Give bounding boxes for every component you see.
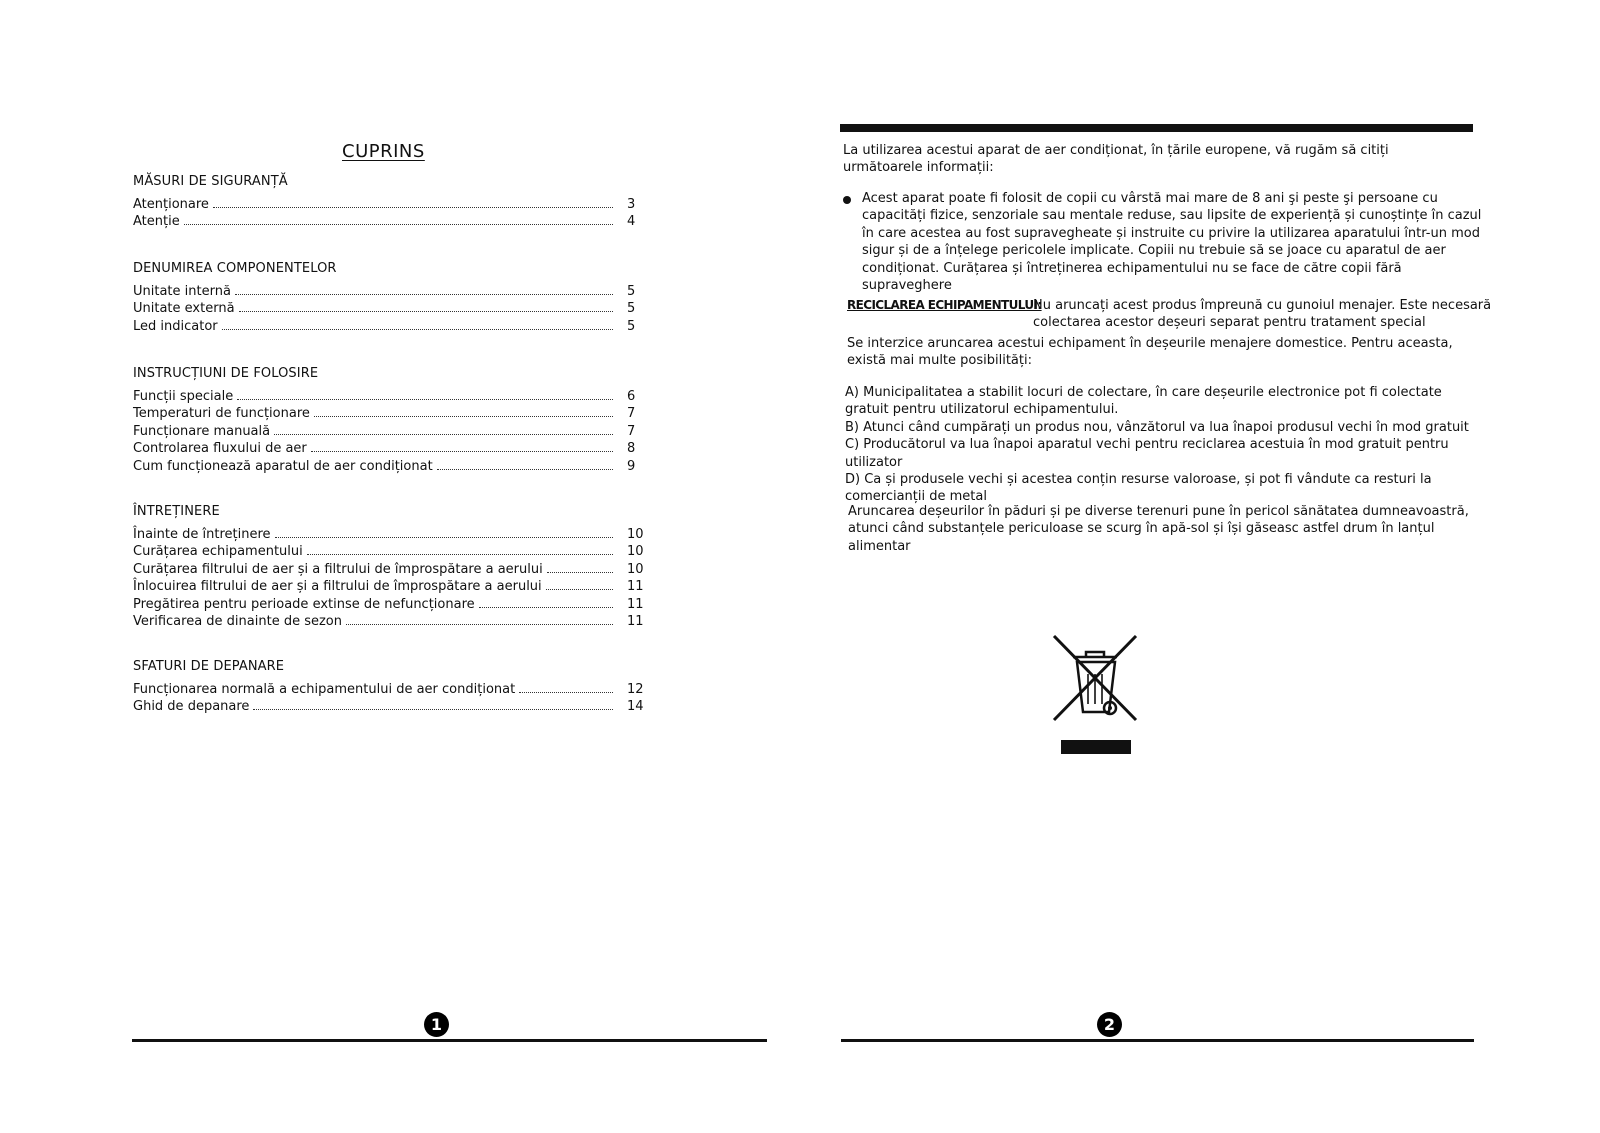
leader-dots: [546, 580, 613, 590]
toc-entry[interactable]: [133, 197, 653, 214]
page-number-badge: 2: [1097, 1012, 1122, 1037]
toc-entry[interactable]: [133, 544, 653, 561]
recycling-heading: RECICLAREA ECHIPAMENTULUI:: [847, 298, 1042, 312]
toc-entry-page: 6: [627, 389, 636, 404]
toc-entry-page: 10: [627, 544, 644, 560]
toc-entry-label: Temperaturi de funcționare: [133, 406, 310, 422]
toc-entry-label: Atenție: [133, 214, 180, 230]
toc-entry[interactable]: [133, 389, 653, 406]
leader-dots: [184, 215, 613, 225]
toc-entry-label: Unitate externă: [133, 301, 235, 317]
toc-entry-label: Pregătirea pentru perioade extinse de nefuncționare: [133, 596, 475, 612]
leader-dots: [275, 528, 613, 538]
toc-entry[interactable]: [133, 562, 653, 579]
toc-entry[interactable]: [133, 597, 653, 614]
toc-entry-label: Funcții speciale: [133, 389, 234, 404]
leader-dots: [346, 615, 613, 625]
toc-entry-label: Înainte de întreținere: [133, 527, 271, 542]
toc-entry-page: 8: [627, 441, 636, 457]
leader-dots: [311, 442, 613, 452]
toc-entry-label: Unitate internă: [133, 284, 231, 299]
leader-dots: [253, 700, 613, 710]
toc-entry-label: Ghid de depanare: [133, 699, 250, 715]
footer-rule: [841, 1039, 1474, 1042]
section-title: SFATURI DE DEPANARE: [133, 659, 285, 674]
toc-section-troubleshooting: [133, 659, 653, 717]
toc-entry-page: 3: [627, 197, 636, 212]
leader-dots: [314, 407, 613, 417]
toc-entry[interactable]: [133, 527, 653, 544]
disposal-options: [845, 384, 1485, 506]
toc-entry[interactable]: [133, 406, 653, 423]
toc-section-safety: [133, 174, 653, 232]
toc-entry[interactable]: [133, 579, 653, 596]
warning-paragraph: Aruncarea deșeurilor în păduri și pe diverse terenuri pune în pericol sănătatea dumneavoastră, atunci când substanțele periculoase se scurg în apă-sol și își găseasc astfel drum în lanțul alimentar: [848, 504, 1469, 554]
toc-entry-page: 10: [627, 527, 644, 542]
prohibition-paragraph: Se interzice aruncarea acestui echipament în deșeurile menajere domestice. Pentru aceasta, există mai multe posibilități:: [847, 336, 1453, 369]
toc-section-components: [133, 261, 653, 336]
recycling-text-line2: colectarea acestor deșeuri separat pentru tratament special: [1033, 315, 1426, 330]
option-item: C) Producătorul va lua înapoi aparatul vechi pentru reciclarea acestuia în mod gratuit pentru utilizator: [845, 437, 1449, 470]
toc-entry-label: Atenționare: [133, 197, 209, 212]
toc-entry-page: 7: [627, 423, 636, 439]
toc-entry[interactable]: [133, 682, 653, 699]
toc-entry-page: 7: [627, 406, 636, 422]
toc-entry[interactable]: [133, 214, 653, 231]
toc-entry-page: 9: [627, 458, 636, 474]
toc-entry-label: Verificarea de dinainte de sezon: [133, 613, 342, 629]
section-title: INSTRUCȚIUNI DE FOLOSIRE: [133, 366, 319, 381]
leader-dots: [547, 563, 613, 573]
leader-dots: [239, 302, 613, 312]
toc-entry-label: Cum funcționează aparatul de aer condiționat: [133, 458, 433, 474]
leader-dots: [519, 683, 613, 693]
toc-entry-label: Controlarea fluxului de aer: [133, 441, 307, 457]
toc-entry-page: 14: [627, 699, 644, 715]
leader-dots: [235, 285, 613, 295]
toc-entry-page: 11: [627, 579, 644, 595]
toc-title: CUPRINS: [342, 141, 425, 162]
header-rule: [840, 124, 1473, 132]
toc-entry-page: 5: [627, 301, 636, 317]
leader-dots: [222, 320, 613, 330]
toc-entry-page: 5: [627, 284, 636, 299]
toc-entry-page: 10: [627, 561, 644, 577]
toc-entry-label: Funcționarea normală a echipamentului de aer condiționat: [133, 682, 516, 697]
leader-dots: [274, 425, 613, 435]
bullet-paragraph: Acest aparat poate fi folosit de copii cu vârstă mai mare de 8 ani şi peste şi persoane cu capacități fizice, senzoriale sau mentale reduse, sau lipsite de experiență și cunoștințe în cazul în care acestea au fost supravegheate și instruite cu privire la utilizarea aparatului într-un mod sigur și de a înțelege pericolele implicate. Copiii nu trebuie să se joace cu aparatul de aer condiționat. Curățarea și întreținerea echipamentului nu se face de către copii fără supraveghere: [862, 191, 1482, 294]
right-page: [800, 0, 1600, 1133]
leader-dots: [479, 598, 613, 608]
toc-entry[interactable]: [133, 614, 653, 631]
toc-entry[interactable]: [133, 284, 653, 301]
leader-dots: [307, 545, 613, 555]
toc-entry-page: 12: [627, 682, 644, 697]
intro-paragraph: La utilizarea acestui aparat de aer condiționat, în țările europene, vă rugăm să citiți următoarele informații:: [843, 143, 1389, 176]
section-title: MĂSURI DE SIGURANȚĂ: [133, 174, 288, 189]
toc-entry[interactable]: [133, 319, 653, 336]
toc-entry-label: Curățarea filtrului de aer și a filtrului de împrospătare a aerului: [133, 561, 543, 577]
section-title: DENUMIREA COMPONENTELOR: [133, 261, 337, 276]
toc-entry-label: Led indicator: [133, 318, 218, 334]
toc-section-usage: [133, 366, 653, 476]
toc-entry-page: 11: [627, 596, 644, 612]
option-item: A) Municipalitatea a stabilit locuri de colectare, în care deșeurile electronice pot fi colectate gratuit pentru utilizatorul echipamentului.: [845, 385, 1442, 418]
bullet-icon: [843, 196, 851, 204]
toc-entry[interactable]: [133, 424, 653, 441]
toc-entry[interactable]: [133, 459, 653, 476]
toc-entry[interactable]: [133, 441, 653, 458]
toc-entry-page: 4: [627, 214, 636, 230]
option-item: B) Atunci când cumpărați un produs nou, vânzătorul va lua înapoi produsul vechi în mod gratuit: [845, 419, 1469, 435]
page-number-badge: 1: [424, 1012, 449, 1037]
toc-entry-label: Funcționare manuală: [133, 423, 271, 439]
toc-entry-page: 5: [627, 318, 636, 334]
footer-rule: [132, 1039, 767, 1042]
section-title: ÎNTREȚINERE: [133, 504, 220, 519]
toc-entry-label: Înlocuirea filtrului de aer și a filtrului de împrospătare a aerului: [133, 579, 542, 595]
weee-crossed-bin-icon: [1052, 634, 1138, 762]
toc-entry[interactable]: [133, 699, 653, 716]
recycling-text-line1: Nu aruncați acest produs împreună cu gunoiul menajer. Este necesară: [1033, 298, 1492, 313]
toc-entry-page: 11: [627, 613, 644, 629]
toc-entry[interactable]: [133, 301, 653, 318]
toc-entry-label: Curățarea echipamentului: [133, 544, 303, 560]
leader-dots: [213, 198, 613, 208]
option-item: D) Ca și produsele vechi și acestea conțin resurse valoroase, și pot fi vândute ca resturi la comercianții de metal: [845, 472, 1432, 505]
toc-section-maintenance: [133, 504, 653, 631]
leader-dots: [237, 390, 613, 400]
leader-dots: [437, 460, 613, 470]
